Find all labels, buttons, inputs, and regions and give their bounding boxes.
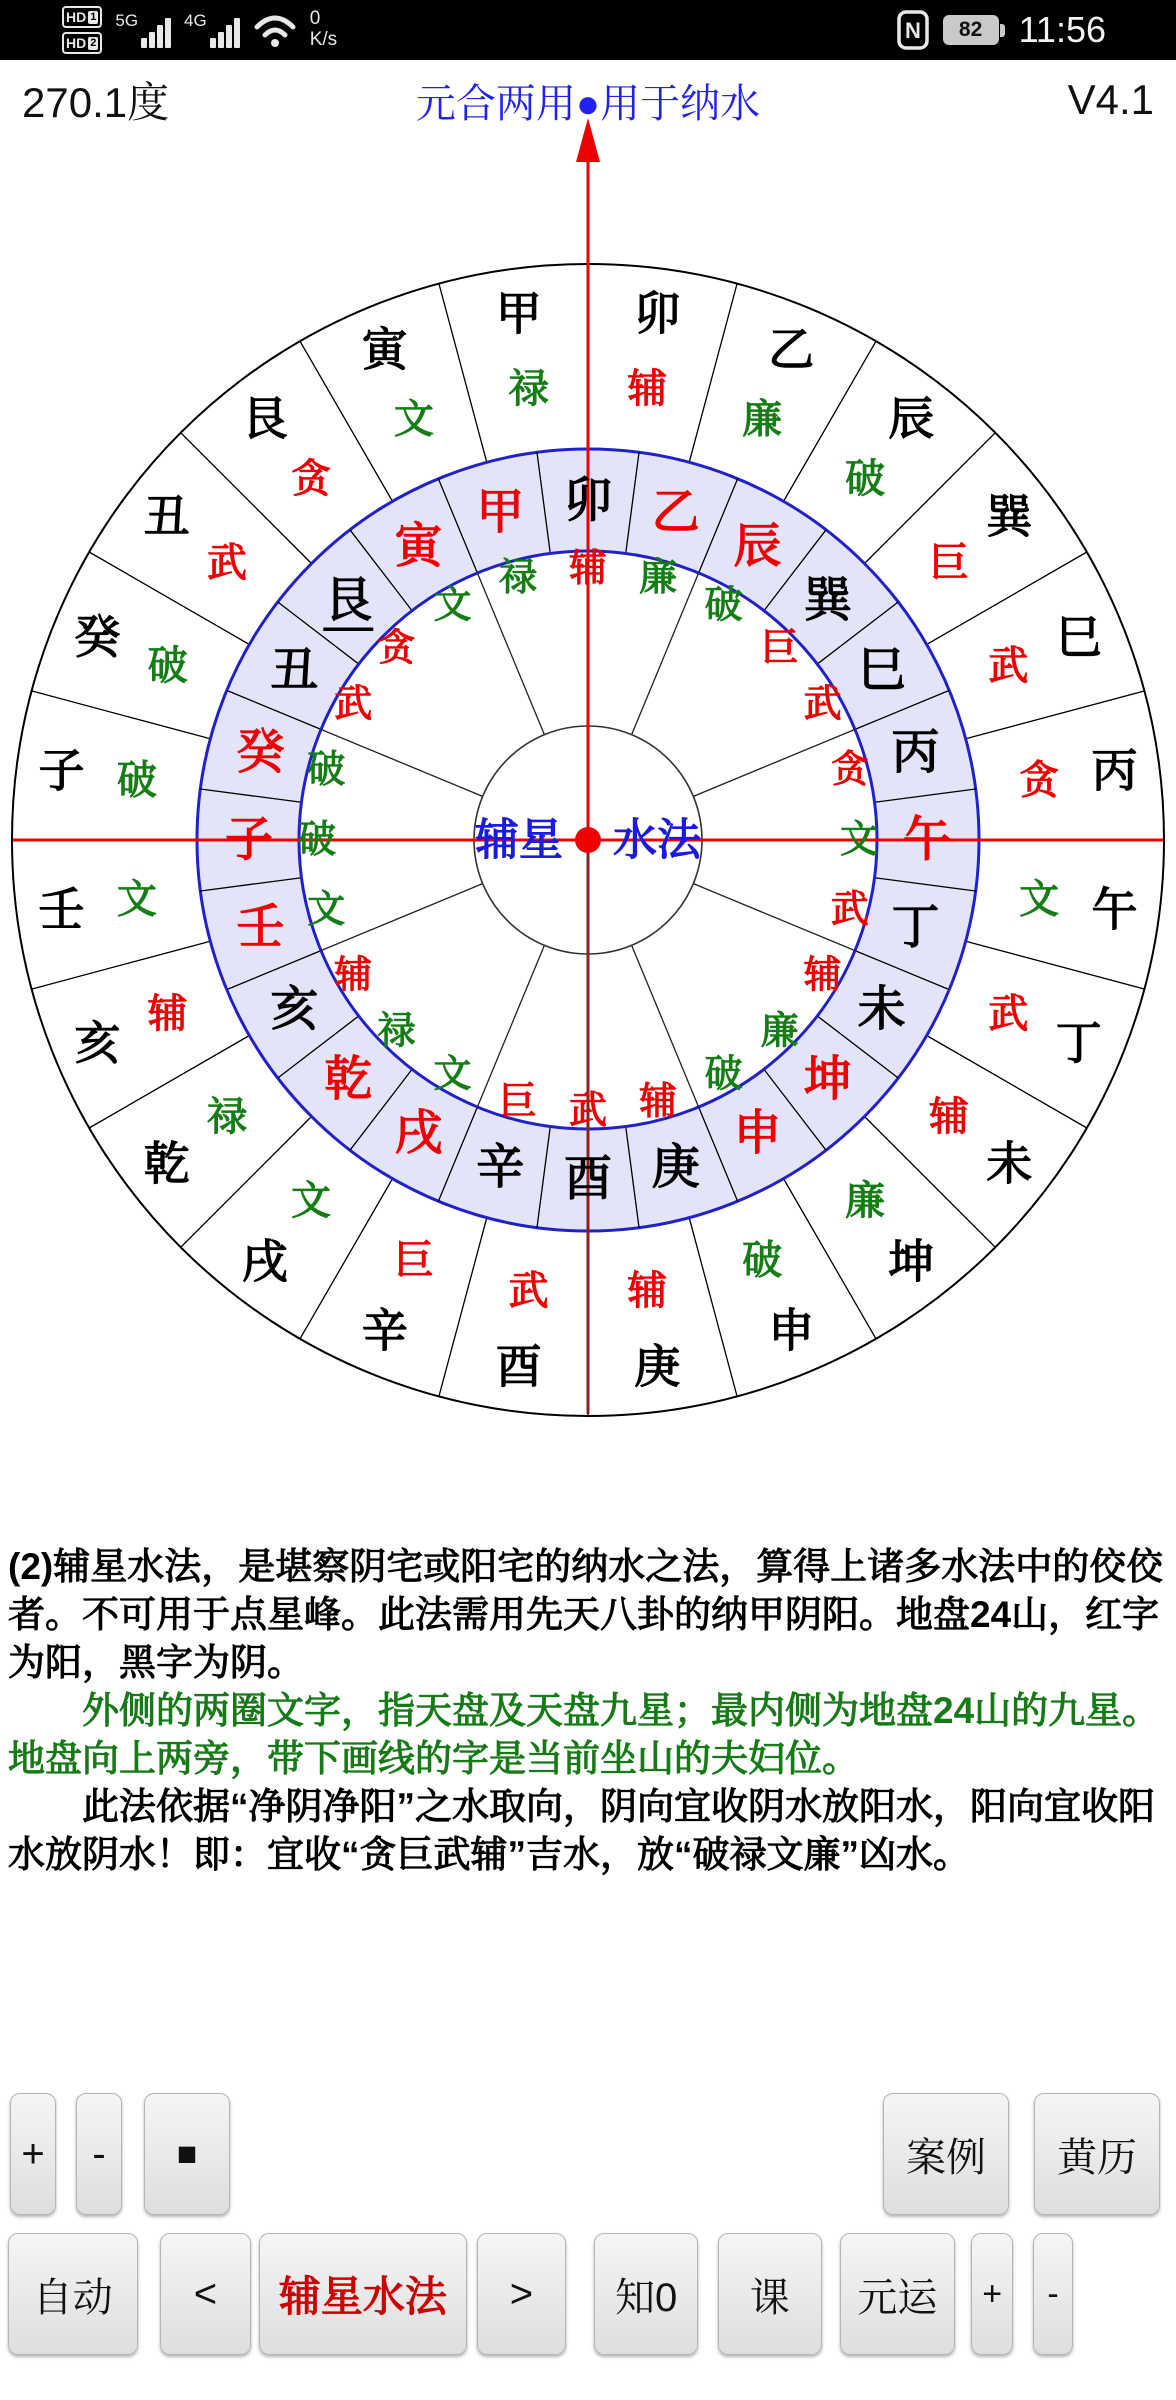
outer-mountain-label: 坤 <box>888 1235 935 1288</box>
outer-star-label: 武 <box>988 992 1029 1037</box>
compass-degree-readout: 270.1度 <box>22 79 170 126</box>
description-text <box>0 1543 1176 1879</box>
toolbar-row-2 <box>0 2233 1176 2355</box>
inner-star-label: 文 <box>307 889 346 932</box>
inner-star-label: 文 <box>433 584 472 627</box>
middle-mountain-label: 乾 <box>324 1053 373 1107</box>
outer-star-label: 文 <box>393 397 434 442</box>
outer-mountain-label: 艮 <box>241 392 288 445</box>
inner-star-label: 破 <box>704 1053 743 1096</box>
inner-star-label: 辅 <box>803 954 842 997</box>
page-title[interactable]: 元合两用●用于纳水 <box>415 81 761 126</box>
plus2-button[interactable]: + <box>971 2233 1013 2355</box>
middle-mountain-label: 庚 <box>651 1140 700 1194</box>
signal-4g-label: 4G <box>184 11 207 30</box>
middle-mountain-label: 辰 <box>733 519 782 573</box>
inner-star-label: 廉 <box>639 557 678 600</box>
stop-button[interactable]: ■ <box>144 2093 230 2215</box>
outer-mountain-label: 甲 <box>495 287 542 340</box>
case-button[interactable]: 案例 <box>883 2093 1009 2215</box>
outer-mountain-label: 子 <box>38 744 85 797</box>
outer-star-label: 巨 <box>928 541 969 586</box>
clock-time: 11:56 <box>1018 9 1106 50</box>
outer-star-label: 辅 <box>627 1269 668 1314</box>
middle-mountain-label: 子 <box>224 813 274 867</box>
outer-star-label: 辅 <box>928 1094 969 1139</box>
inner-star-label: 破 <box>297 819 337 861</box>
outer-star-label: 辅 <box>627 366 668 411</box>
outer-mountain-label: 亥 <box>74 1017 121 1070</box>
outer-mountain-label: 巳 <box>1055 610 1102 663</box>
inner-star-label: 巨 <box>760 627 799 670</box>
inner-star-label: 武 <box>830 889 869 932</box>
outer-mountain-label: 癸 <box>74 610 121 663</box>
toolbar-row-1 <box>0 2093 1176 2215</box>
inner-star-label: 贪 <box>377 627 416 670</box>
middle-mountain-label: 坤 <box>803 1053 852 1107</box>
outer-star-label: 贪 <box>1019 758 1060 803</box>
outer-mountain-label: 丁 <box>1055 1017 1102 1070</box>
outer-star-label: 破 <box>844 457 885 502</box>
outer-star-label: 破 <box>116 758 157 803</box>
middle-mountain-label: 丁 <box>891 901 940 955</box>
outer-mountain-label: 戌 <box>241 1235 288 1288</box>
outer-mountain-label: 辰 <box>888 392 935 445</box>
inner-star-label: 破 <box>704 584 743 627</box>
outer-star-label: 巨 <box>393 1238 434 1283</box>
minus-button[interactable]: - <box>76 2093 122 2215</box>
zhi0-button[interactable]: 知0 <box>594 2233 698 2355</box>
outer-mountain-label: 丙 <box>1091 744 1138 797</box>
inner-star-label: 辅 <box>639 1080 678 1123</box>
inner-star-label: 文 <box>433 1053 472 1096</box>
inner-star-label: 辅 <box>568 548 608 590</box>
inner-star-label: 文 <box>839 819 879 861</box>
outer-star-label: 贪 <box>291 457 332 502</box>
middle-mountain-label: 未 <box>857 983 906 1036</box>
outer-mountain-label: 辛 <box>361 1304 408 1357</box>
outer-star-label: 禄 <box>207 1094 248 1139</box>
prev-button[interactable]: < <box>160 2233 252 2355</box>
middle-mountain-label: 甲 <box>476 486 525 540</box>
ke-button[interactable]: 课 <box>718 2233 822 2355</box>
middle-mountain-label: 巽 <box>803 573 852 627</box>
inner-star-label: 破 <box>307 748 346 791</box>
middle-mountain-label: 酉 <box>563 1152 613 1206</box>
inner-star-label: 武 <box>803 683 842 726</box>
outer-star-label: 武 <box>207 541 248 586</box>
outer-mountain-label: 寅 <box>361 323 408 376</box>
signal-5g-label: 5G <box>115 11 139 30</box>
middle-mountain-label: 丙 <box>891 725 940 779</box>
middle-mountain-label: 辛 <box>476 1140 525 1194</box>
middle-mountain-label: 巳 <box>857 644 906 697</box>
next-button[interactable]: > <box>477 2233 567 2355</box>
outer-mountain-label: 未 <box>986 1137 1033 1190</box>
app-version: V4.1 <box>1067 76 1154 123</box>
middle-mountain-label: 艮 <box>324 573 373 627</box>
outer-star-label: 破 <box>742 1238 783 1283</box>
middle-mountain-label: 丑 <box>270 644 319 697</box>
minus2-button[interactable]: - <box>1033 2233 1073 2355</box>
middle-mountain-label: 卯 <box>563 474 613 528</box>
yuanyun-button[interactable]: 元运 <box>840 2233 956 2355</box>
hd1-sub: 1 <box>90 10 97 23</box>
outer-mountain-label: 乙 <box>768 323 815 376</box>
middle-mountain-label: 亥 <box>270 983 319 1036</box>
outer-mountain-label: 乾 <box>143 1137 190 1190</box>
center-label-left: 辅星 <box>475 815 563 865</box>
outer-star-label: 破 <box>147 643 188 688</box>
inner-star-label: 禄 <box>377 1010 416 1053</box>
inner-star-label: 禄 <box>498 557 537 600</box>
speed-unit: K/s <box>309 29 338 50</box>
auto-button[interactable]: 自动 <box>8 2233 138 2355</box>
outer-star-label: 禄 <box>508 366 549 411</box>
outer-star-label: 武 <box>508 1269 549 1314</box>
outer-star-label: 辅 <box>147 992 188 1037</box>
middle-mountain-label: 癸 <box>236 725 285 779</box>
battery-percent: 82 <box>958 18 983 41</box>
header-bar <box>0 60 1176 140</box>
outer-mountain-label: 卯 <box>634 287 681 340</box>
outer-mountain-label: 申 <box>768 1304 815 1357</box>
hd2-sub: 2 <box>90 36 97 49</box>
inner-star-label: 辅 <box>334 954 373 997</box>
center-label-right: 水法 <box>613 815 701 865</box>
outer-mountain-label: 壬 <box>38 883 85 936</box>
middle-mountain-label: 寅 <box>394 519 443 573</box>
outer-mountain-label: 午 <box>1091 883 1138 936</box>
inner-star-label: 巨 <box>498 1080 537 1123</box>
inner-star-label: 武 <box>334 683 373 726</box>
outer-mountain-label: 酉 <box>495 1340 542 1393</box>
middle-mountain-label: 戌 <box>394 1107 443 1161</box>
outer-star-label: 文 <box>116 877 157 922</box>
speed-value: 0 <box>309 8 321 30</box>
outer-star-label: 廉 <box>844 1178 885 1223</box>
almanac-button[interactable]: 黄历 <box>1034 2093 1160 2215</box>
outer-star-label: 文 <box>1019 877 1060 922</box>
outer-star-label: 廉 <box>742 397 783 442</box>
inner-star-label: 贪 <box>830 748 869 791</box>
middle-mountain-label: 午 <box>902 813 952 867</box>
hd1-label: HD <box>66 9 87 25</box>
middle-mountain-label: 申 <box>733 1107 782 1161</box>
middle-mountain-label: 乙 <box>651 486 700 540</box>
outer-mountain-label: 庚 <box>634 1340 681 1393</box>
center-dot <box>575 827 601 853</box>
inner-star-label: 廉 <box>760 1010 799 1053</box>
description-para-2: 外侧的两圈文字，指天盘及天盘九星；最内侧为地盘24山的九星。地盘向上两旁，带下画线的字是当前坐山的夫妇位。 <box>8 1690 1160 1779</box>
outer-mountain-label: 巽 <box>986 490 1033 543</box>
svg-text:N: N <box>904 18 921 43</box>
inner-star-label: 武 <box>568 1090 608 1132</box>
method-button[interactable]: 辅星水法 <box>259 2233 466 2355</box>
description-para-3: 此法依据“净阴净阳”之水取向，阴向宜收阴水放阳水，阳向宜收阳水放阴水！即：宜收“贪巨武辅”吉水，放“破禄文廉”凶水。 <box>8 1786 1155 1875</box>
outer-star-label: 文 <box>291 1178 332 1223</box>
plus-button[interactable]: + <box>10 2093 56 2215</box>
middle-mountain-label: 壬 <box>236 901 285 955</box>
outer-star-label: 武 <box>988 643 1029 688</box>
hd2-label: HD <box>66 35 87 51</box>
outer-mountain-label: 丑 <box>143 490 190 543</box>
description-para-1: (2)辅星水法，是堪察阴宅或阳宅的纳水之法，算得上诸多水法中的佼佼者。不可用于点星峰。此法需用先天八卦的纳甲阴阳。地盘24山，红字为阳，黑字为阴。 <box>8 1546 1164 1683</box>
